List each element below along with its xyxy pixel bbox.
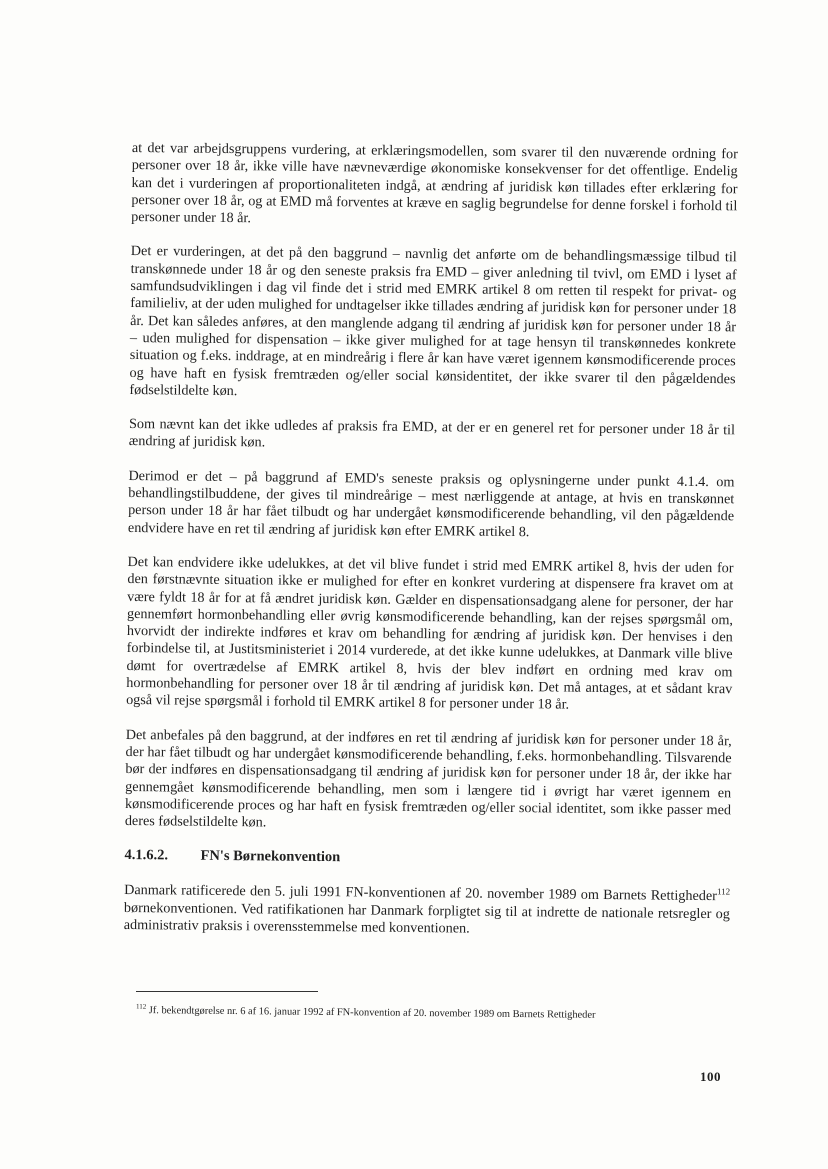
paragraph-6: Det anbefales på den baggrund, at der indføres en ret til ændring af juridisk køn for personer under 18 år, der har fået tilbudt og har undergået kønsmodificerende behandling, f.eks. hormonbehandling. Tilsvarende bør der indføres en dispensationsadgang til ændring af juridisk køn for personer under 18 år, der ikke har gennemgået kønsmodificerende behandling, men som i længere tid i øvrigt har været igennem en kønsmodificerende proces og har haft en fysisk fremtræden og/eller social identitet, som ikke passer med deres fødselstildelte køn. [124,726,732,831]
paragraph-2: Det er vurderingen, at det på den baggrund – navnlig det anførte om de behandlingsmæssige tilbud til transkønnede under 18 år og den seneste praksis fra EMD – giver anledning til tvivl, om EMD i lyset af samfundsudviklingen i dag vil finde det i strid med EMRK artikel 8 om retten til respekt for privat- og familieliv, at der uden mulighed for undtagelser ikke tillades ændring af juridisk køn for personer under 18 år. Det kan således anføres, at den manglende adgang til ændring af juridisk køn for personer under 18 år – uden mulighed for dispensation – ikke giver mulighed for at tage hensyn til transkønnedes konkrete situation og f.eks. inddrage, at en mindreårig i flere år kan have været igennem kønsmodificerende proces og have haft en fysisk fremtræden og/eller social kønsidentitet, der ikke svarer til den pågældendes fødselstildelte køn. [129,243,737,399]
section-number: 4.1.6.2. [124,847,169,864]
paragraph-7-start: Danmark ratificerede den 5. juli 1991 FN-konventionen af 20. november 1989 om Barnets Rettigheder [124,882,718,905]
section-heading [124,847,730,870]
footnote-divider [136,991,318,992]
paragraph-7 [124,882,731,940]
paragraph-7-end: børnekonventionen. Ved ratifikationen har Danmark forpligtet sig til at indrette de nationale retsregler og administrativ praksis i overensstemmelse med konventionen. [123,899,731,937]
paragraph-4: Derimod er det – på baggrund af EMD's seneste praksis og oplysningerne under punkt 4.1.4. om behandlingstilbuddene, der gives til mindreårige – mest nærliggende at antage, at hvis en transkønnet person under 18 år har fået tilbudt og har undergået kønsmodificerende behandling, vil den pågældende endvidere have en ret til ændring af juridisk køn efter EMRK artikel 8. [127,467,735,540]
paragraph-5: Det kan endvidere ikke udelukkes, at det vil blive fundet i strid med EMRK artikel 8, hvis der uden for den førstnævnte situation ikke er mulighed for efter en konkret vurdering at dispensere fra kravet om at være fyldt 18 år for at få ændret juridisk køn. Gælder en dispensationsadgang alene for personer, der har gennemført hormonbehandling eller øvrig kønsmodificerende behandling, kan der rejses spørgsmål om, hvorvidt der indirekte indføres et krav om behandling for ændring af juridisk køn. Der henvises i den forbindelse til, at Justitsministeriet i 2014 vurderede, at det ikke kunne udelukkes, at Danmark ville blive dømt for overtrædelse af EMRK artikel 8, hvis der blev indført en ordning med krav om hormonbehandling for personer over 18 år til ændring af juridisk køn. Det må antages, at et sådant krav også vil rejse spørgsmål i forhold til EMRK artikel 8 for personer under 18 år. [126,553,734,713]
paragraph-1: at det var arbejdsgruppens vurdering, at erklæringsmodellen, som svarer til den nuværende ordning for personer over 18 år, ikke ville have nævneværdige økonomiske konsekvenser for det offentlige. Endelig kan det i vurderingen af proportionaliteten indgå, at ændring af juridisk køn tillades efter erklæring for personer over 18 år, og at EMD må forventes at kræve en saglig begrundelse for denne forskel i forhold til personer under 18 år. [131,140,738,227]
footnote-reference[interactable]: 112 [716,886,731,897]
footnote-text: Jf. bekendtgørelse nr. 6 af 16. januar 1992 af FN-konvention af 20. november 1989 om Barnets Rettigheder [146,1005,596,1021]
section-title: FN's Børnekonvention [200,848,341,866]
footnote-number: 112 [135,1002,147,1011]
paragraph-3: Som nævnt kan det ikke udledes af praksis fra EMD, at der er en generel ret for personer under 18 år til ændring af juridisk køn. [128,416,736,451]
page-number: 100 [700,1069,721,1084]
footnote [136,1004,756,1023]
body-text [124,140,738,958]
